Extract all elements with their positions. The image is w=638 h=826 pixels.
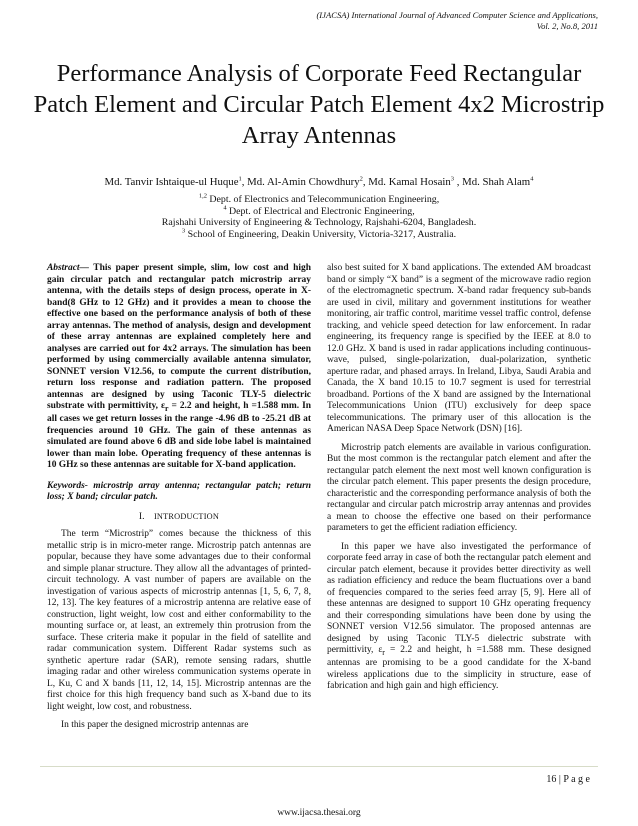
affiliations [40,194,598,241]
body-paragraph: In this paper the designed microstrip antennas are [61,720,249,731]
affiliation-line: $^{1,2}$ Dept. of Electronics and Telecommunication Engineering, [198,192,440,205]
journal-name: (IJACSA) International Journal of Advanced Computer Science and Applications, [316,10,598,20]
author-affil-mark: 4 [530,175,534,183]
author-list: Md. Tanvir Ishtaique-ul Huque$^1$, Md. Al-Amin Chowdhury$^2$, Md. Kamal Hosain$^3$ , Md. Shah Alam$^4$ [104,175,534,188]
abstract-label: Abstract— [47,263,89,273]
footer-rule [40,766,598,767]
author-name: Md. Al-Amin Chowdhury [247,176,360,188]
affiliation-line: $^3$ School of Engineering, Deakin University, Victoria-3217, Australia. [181,227,457,241]
body-paragraph: also best suited for X band applications. The extended AM broadcast band or simply “X band” is a segment of the microwave radio region of the electromagnetic spectrum. X-band radar frequency sub-bands are used in civil, military and government institutions for weather monitoring, air traffic control, maritime vessel traffic control, defense tracking, and vehicle speed detection for law enforcement. In radar engineering, its frequency range is specified by the IEEE at 8.0 to 12.0 GHz. X band is used in radar applications including continuous-wave, pulsed, single-polarization, dual-polarization, synthetic aperture radar, and phased arrays. In Ireland, Libya, Saudi Arabia and Canada, the X band 10.15 to 10.7 segment is used for terrestrial broadband. Portions of the X band are assigned by the International Telecommunications Union (ITU) exclusively for deep space telecommunications. The primary user of this allocation is the American NASA Deep Space Network (DSN) [16]. [327,263,591,434]
body-paragraph: The term “Microstrip” comes because the thickness of this metallic strip is in micro-meter range. Microstrip patch antennas are popular, because they have some advantages due to their conformal and simple planar structure. They allow all the advantages of printed-circuit technology. A vast number of papers are available on the investigation of various aspects of microstrip antennas [1, 5, 6, 7, 8, 12, 13]. The key features of a microstrip antenna are relative ease of construction, light weight, low cost and either conformability to the mounting surface or, at least, an extremely thin protrusion from the surface. These criteria make it popular in the field of satellite and radar communication system. Different Radar systems such as synthetic aperture radar (SAR), remote sensing radars, shuttle imaging radar and other wireless communication systems operate in L, Ku, C and X bands [11, 12, 14, 15]. Microstrip antennas are the first choice for this high frequency band such as X-band due to its light weight, low cost, and robustness. [47,529,311,712]
author-name: Md. Tanvir Ishtaique-ul Huque [104,176,239,188]
affiliation-line: Rajshahi University of Engineering & Technology, Rajshahi-6204, Bangladesh. [161,217,477,229]
author-affil-mark: 1 [238,175,242,183]
right-column [327,263,591,693]
body-paragraph: Microstrip patch elements are available in various configuration. But the most common is the rectangular patch element and after the rectangular patch element the next most well known configuration is the circular patch element. This paper presents the design procedure, characteristic and the corresponding performance analysis of both the rectangular and circular patch microstrip array antennas and provides a mean to choose the effective one based on their performance parameters to get the efficient radiation efficiency. [327,442,591,533]
page-number: 16 | P a g e [546,774,590,785]
section-heading-introduction: I. INTRODUCTION [138,511,220,522]
affiliation-line: $^4$ Dept. of Electrical and Electronic Engineering, [223,204,415,217]
author-affil-mark: 3 [450,175,455,183]
author-name: Md. Shah Alam [462,176,531,188]
keywords-label: Keywords- [47,480,88,491]
left-column [47,263,311,732]
abstract: Abstract— This paper present simple, slim, low cost and high gain circular patch and rectangular patch microstrip array antenna, with the details steps of design process, operate in X-band(8 GHz to 12 GHz) and it provides a mean to choose the effective one based on the performance analysis of both of these array antennas. The method of analysis, design and development of these array antennas are explained completely here and analyses are carried out for 4x2 arrays. The simulation has been performed by using commercially available antenna simulator, SONNET version V12.56, to compute the current distribution, return loss response and radiation pattern. The proposed antennas are designed by using Taconic TLY-5 dielectric substrate with permittivity, $\varepsilon_r = 2.2$ and height, h =1.588 mm. In all cases we get return losses in the range -4.96 dB to -25.21 dB at frequencies around 10 GHz. The gain of these antennas as simulated are found above 6 dB and side lobe label is maintained lower than main lobe. Operating frequency of these antennas is 10 GHz so these antennas are suitable for X-band application. [47,263,311,471]
paper-title: Performance Analysis of Corporate Feed Rectangular Patch Element and Circular Patch Element 4x2 Microstrip Array Antennas [33,60,605,149]
body-paragraph: In this paper we have also investigated the performance of corporate feed array in case of both the rectangular patch element and circular patch element, because it provides better directivity as well as radiation efficiency and reduce the beam fluctuations over a band of frequencies compared to the series feed array [5, 9]. Here all of these antennas are designed to support 10 GHz operating frequency and their corresponding simulations have been done by using the SONNET version V12.56 simulator. The proposed antennas are designed by using Taconic TLY-5 dielectric substrate with permittivity, $\varepsilon_r = 2.2$ and height, h =1.588 mm. These designed antennas are promising to be a good candidate for the X-band wireless applications due to the simplicity in structure, ease of fabrication and high gain and high efficiency. [327,541,591,692]
footer-url: www.ijacsa.thesai.org [277,808,361,818]
journal-volume: Vol. 2, No.8, 2011 [536,21,598,31]
author-name: Md. Kamal Hosain [368,176,451,188]
author-affil-mark: 2 [359,175,363,183]
keywords: Keywords- microstrip array antenna; rectangular patch; return loss; X band; circular patch. [47,480,311,503]
running-header [178,10,598,32]
